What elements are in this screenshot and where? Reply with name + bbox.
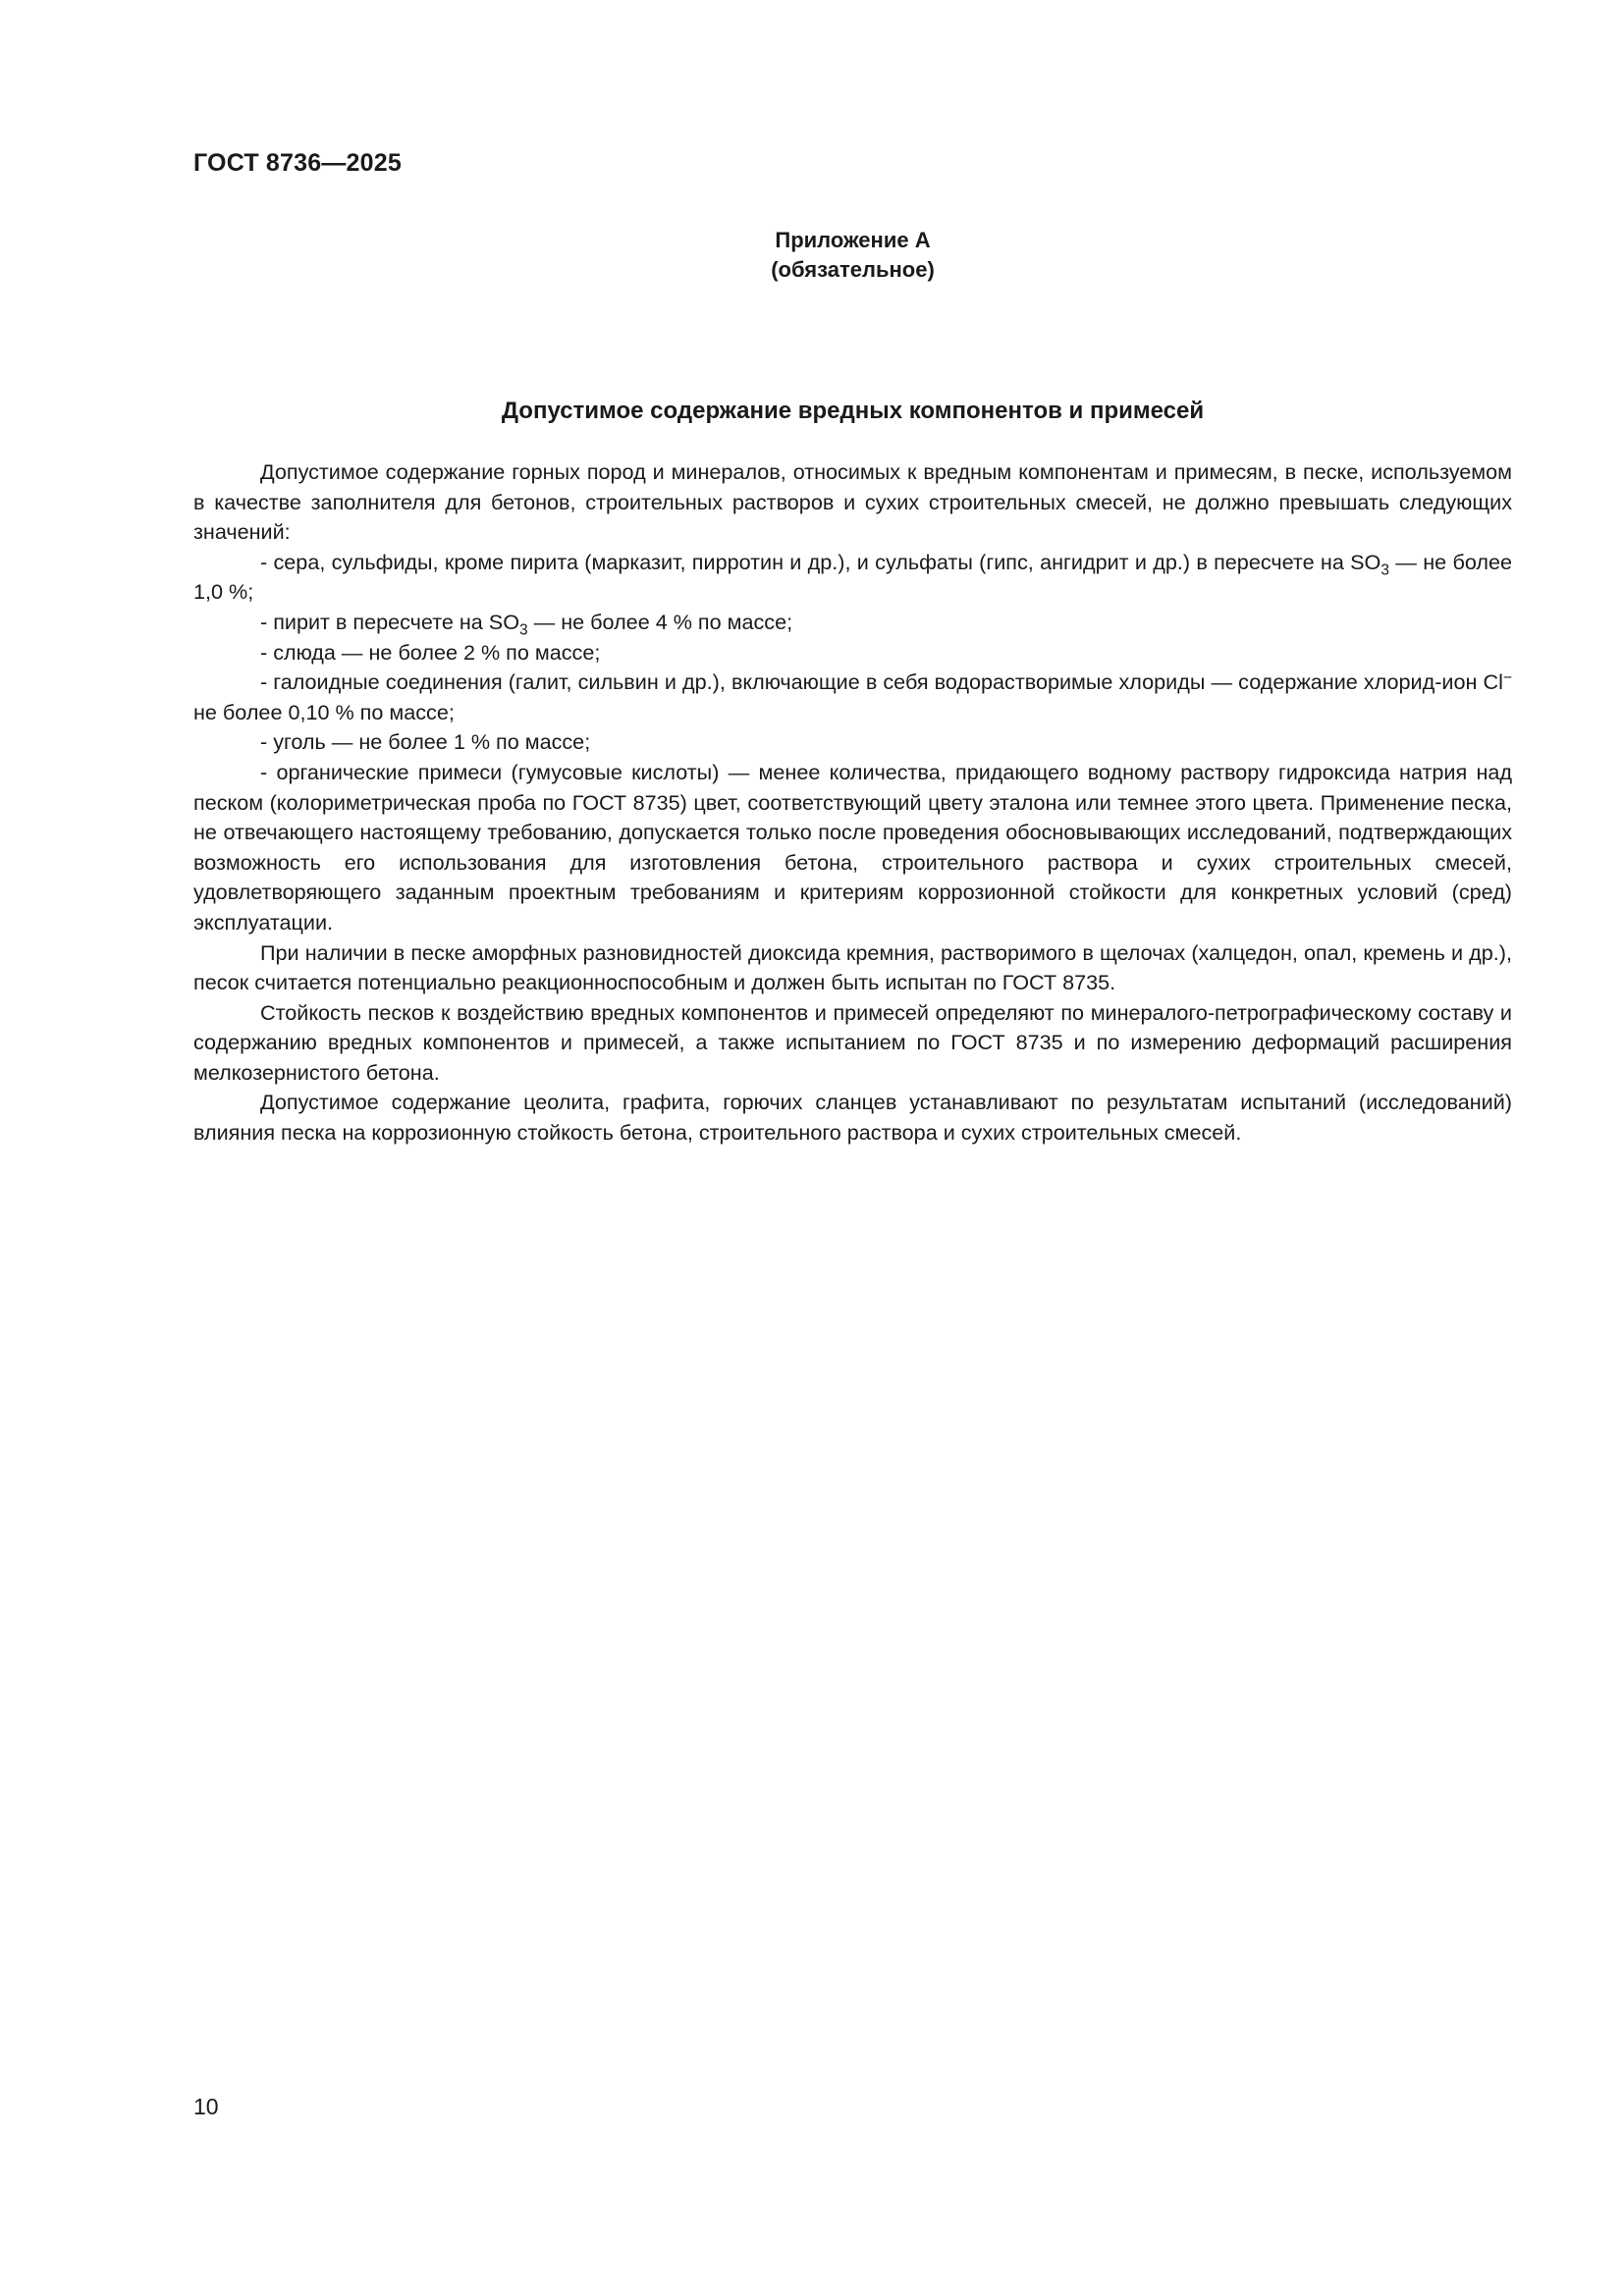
- paragraph-zeolite: Допустимое содержание цеолита, графита, горючих сланцев устанавливают по результатам испытаний (исследований) влияния песка на коррозионную стойкость бетона, строительного раствора и сухих строительных смесей.: [193, 1090, 1512, 1146]
- paragraph-amorphous-silica: При наличии в песке аморфных разновидностей диоксида кремния, растворимого в щелочах (халцедон, опал, кремень и др.), песок считается потенциально реакционноспособным и должен быть испытан по ГОСТ 8735.: [193, 939, 1512, 995]
- subscript-3: 3: [519, 621, 528, 639]
- intro-paragraph: Допустимое содержание горных пород и минералов, относимых к вредным компонентам и примесям, в песке, используемом в качестве заполнителя для бетонов, строительных растворов и сухих строительных смесей, не должно превышать следующих значений:: [193, 459, 1512, 545]
- list-item-sulfur-text: - сера, сульфиды, кроме пирита (марказит, пирротин и др.), и сульфаты (гипс, ангидрит и др.) в пересчете на SO: [260, 549, 1381, 574]
- paragraph-resistance: Стойкость песков к воздействию вредных компонентов и примесей определяют по минералого-петрографическому составу и содержанию вредных компонентов и примесей, а также испытанием по ГОСТ 8735 и по измерению деформаций расширения мелкозернистого бетона.: [193, 999, 1512, 1085]
- list-item-sulfur: [193, 548, 1512, 608]
- section-title: Допустимое содержание вредных компонентов и примесей: [501, 398, 1205, 424]
- subscript-3: 3: [1380, 561, 1389, 579]
- list-item-organic: - органические примеси (гумусовые кислоты) — менее количества, придающего водному раствору гидроксида натрия над песком (колориметрическая проба по ГОСТ 8735) цвет, соответствующий цвету эталона или темнее этого цвета. Применение песка, не отвечающего настоящему требованию, допускается только после проведения обосновывающих исследований, подтверждающих возможность его использования для изготовления бетона, строительного раствора и сухих строительных смесей, удовлетворяющего заданным проектным требованиям и критериям коррозионной стойкости для конкретных условий (сред) эксплуатации.: [193, 759, 1512, 934]
- list-item-coal: - уголь — не более 1 % по массе;: [260, 729, 591, 755]
- list-item-halides: [193, 667, 1512, 727]
- list-item-pyrite-text: - пирит в пересчете на SO: [260, 609, 519, 634]
- list-item-halides-text: - галоидные соединения (галит, сильвин и др.), включающие в себя водорастворимые хлориды — содержание хлорид-ион Cl: [260, 669, 1503, 695]
- list-item-halides-limit: не более 0,10 % по массе;: [193, 699, 455, 724]
- list-item-pyrite: [193, 608, 1512, 638]
- annex-status: (обязательное): [771, 257, 935, 282]
- annex-heading: [193, 226, 1512, 285]
- document-code: ГОСТ 8736—2025: [193, 149, 402, 177]
- list-item-pyrite-limit: — не более 4 % по массе;: [527, 609, 793, 634]
- annex-title: Приложение А: [775, 228, 931, 252]
- page-number: 10: [193, 2094, 219, 2119]
- body-text: [193, 457, 1512, 1148]
- list-item-sulfur-limit: — не более 1,0 %;: [193, 549, 1512, 605]
- superscript-minus: −: [1502, 669, 1512, 687]
- list-item-mica: - слюда — не более 2 % по массе;: [260, 639, 601, 665]
